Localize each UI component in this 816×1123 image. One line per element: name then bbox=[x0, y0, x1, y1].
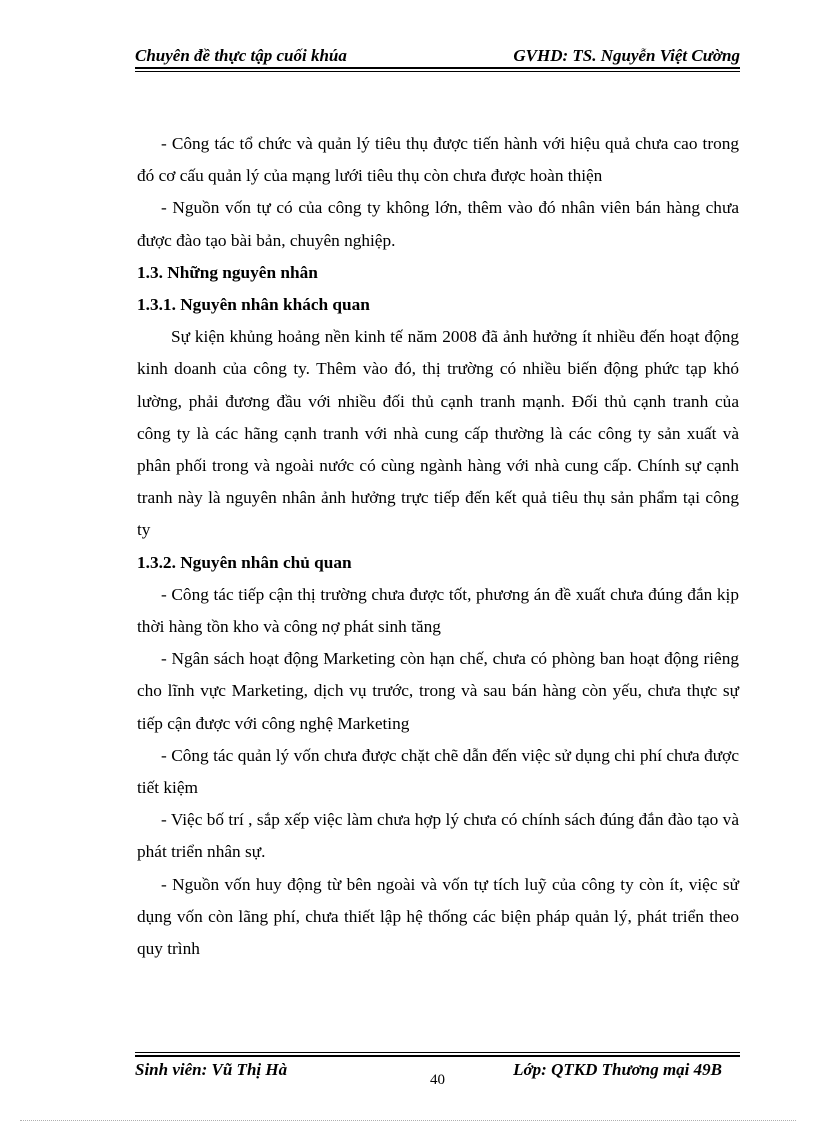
paragraph-objective-causes: Sự kiện khủng hoảng nền kinh tế năm 2008 đã ảnh hưởng ít nhiều đến hoạt động kinh doanh của công ty. Thêm vào đó, thị trường có nhiều biến động phức tạp khó lường, phải đương đầu với nhiều đối thủ cạnh tranh mạnh. Đối thủ cạnh tranh của công ty là các hãng cạnh tranh với nhà cung cấp thường là các công ty sản xuất và phân phối trong và ngoài nước có cùng ngành hàng với nhà cung cấp. Chính sự cạnh tranh này là nguyên nhân ảnh hưởng trực tiếp đến kết quả tiêu thụ sản phẩm tại công ty bbox=[137, 327, 739, 540]
page-footer bbox=[135, 1052, 740, 1092]
subsection-heading-objective: 1.3.1. Nguyên nhân khách quan bbox=[137, 295, 370, 315]
footer-rule-thin bbox=[135, 1052, 740, 1053]
header-supervisor: GVHD: TS. Nguyễn Việt Cường bbox=[513, 46, 740, 65]
subsection-heading-subjective: 1.3.2. Nguyên nhân chủ quan bbox=[137, 552, 352, 572]
paragraph-capital: - Nguồn vốn tự có của công ty không lớn, thêm vào đó nhân viên bán hàng chưa được đào tạo bài bản, chuyên nghiệp. bbox=[137, 198, 739, 250]
paragraph-capital-management: - Công tác quản lý vốn chưa được chặt chẽ dẫn đến việc sử dụng chi phí chưa được tiết kiệm bbox=[137, 745, 739, 798]
paragraph-staffing: - Việc bố trí , sắp xếp việc làm chưa hợp lý chưa có chính sách đúng đắn đào tạo và phát triển nhân sự. bbox=[137, 810, 739, 862]
paragraph-marketing-budget: - Ngân sách hoạt động Marketing còn hạn chế, chưa có phòng ban hoạt động riêng cho lĩnh vực Marketing, dịch vụ trước, trong và sau bán hàng còn yếu, chưa thực sự tiếp cận được với công nghệ Marketing bbox=[137, 649, 739, 733]
footer-student: Sinh viên: Vũ Thị Hà bbox=[135, 1060, 288, 1079]
footer-class: Lớp: QTKD Thương mại 49B bbox=[513, 1060, 722, 1079]
header-rule-thin bbox=[135, 71, 740, 72]
page-body bbox=[137, 128, 739, 965]
footer-rule bbox=[135, 1055, 740, 1057]
paragraph-management: - Công tác tổ chức và quản lý tiêu thụ được tiến hành với hiệu quả chưa cao trong đó cơ cấu quản lý của mạng lưới tiêu thụ còn chưa được hoàn thiện bbox=[137, 134, 739, 186]
page-header bbox=[135, 44, 740, 70]
paragraph-external-capital: - Nguồn vốn huy động từ bên ngoài và vốn tự tích luỹ của công ty còn ít, việc sử dụng vốn còn lãng phí, chưa thiết lập hệ thống các biện pháp quản lý, phát triển theo quy trình bbox=[137, 874, 739, 959]
header-rule bbox=[135, 67, 740, 69]
page-number: 40 bbox=[430, 1072, 445, 1088]
page-bottom-border bbox=[20, 1120, 796, 1121]
header-course-title: Chuyên đề thực tập cuối khúa bbox=[135, 46, 347, 65]
paragraph-market-access: - Công tác tiếp cận thị trường chưa được tốt, phương án đề xuất chưa đúng đắn kịp thời hàng tồn kho và công nợ phát sinh tăng bbox=[137, 584, 739, 637]
section-heading-causes: 1.3. Những nguyên nhân bbox=[137, 262, 318, 282]
